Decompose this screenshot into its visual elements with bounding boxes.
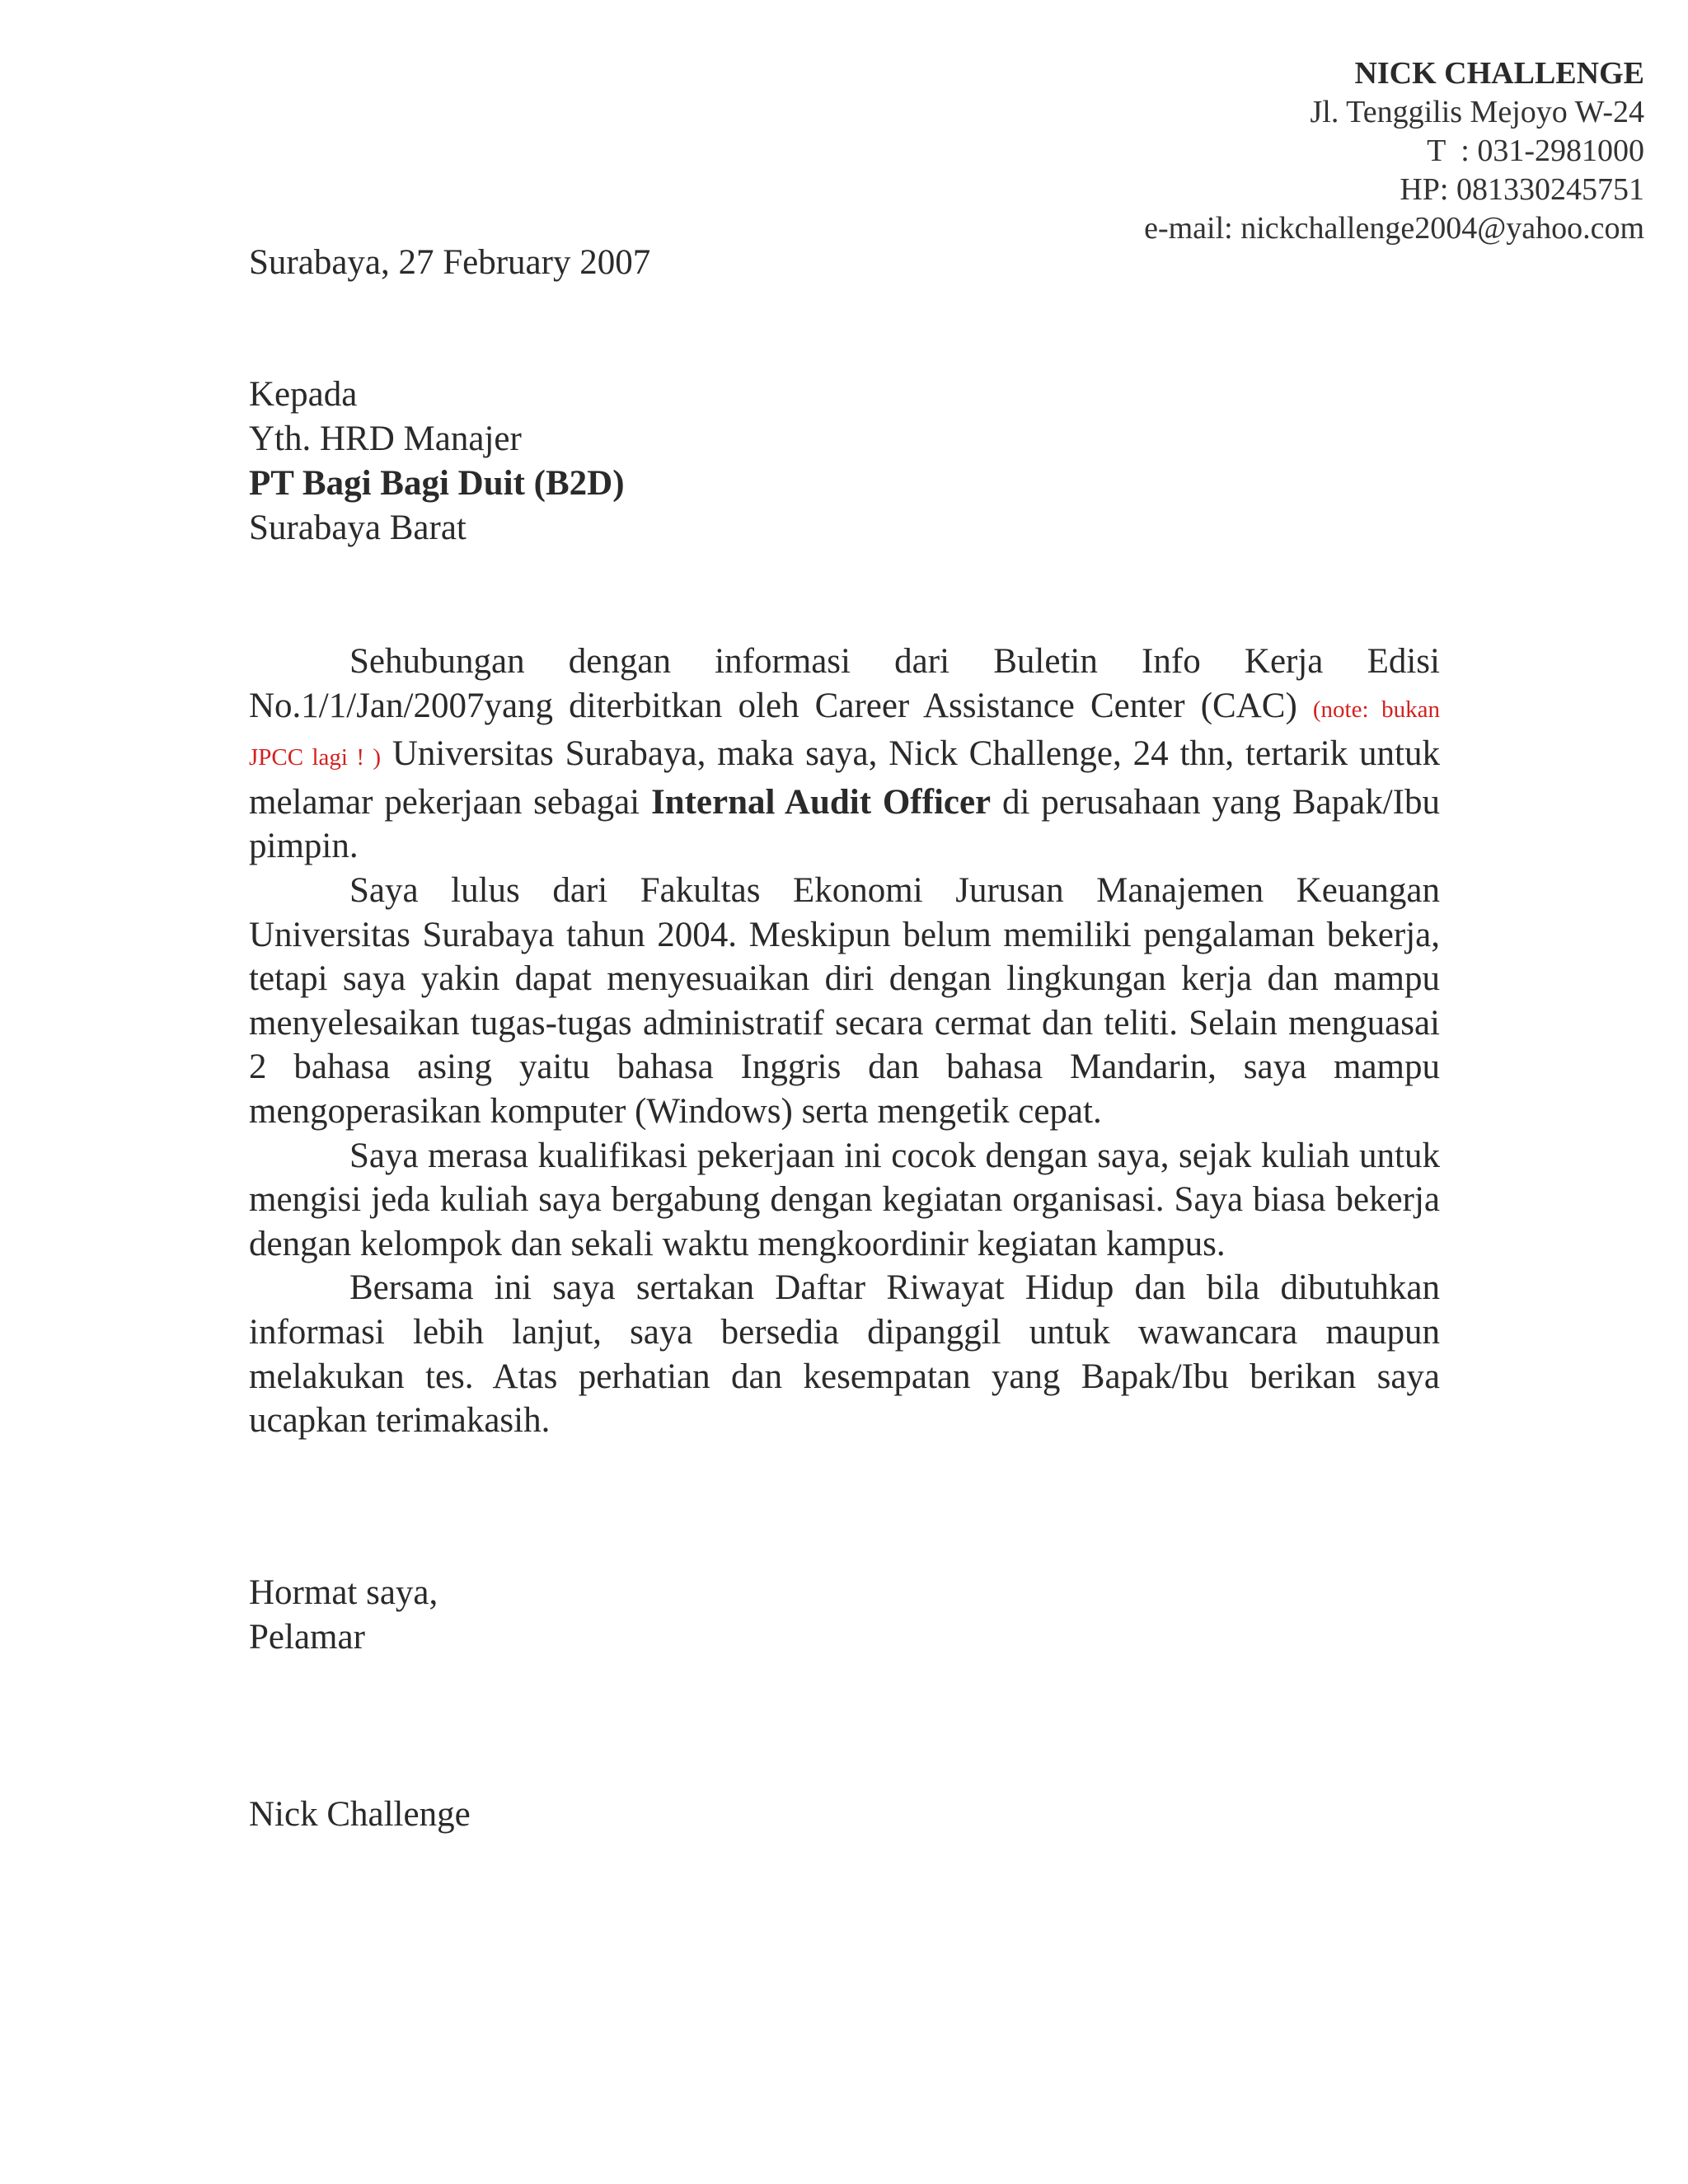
sender-block <box>1144 54 1644 248</box>
body-paragraph-1-middle: Universitas Surabaya, maka saya, Nick Challenge, 24 thn, tertarik untuk melamar pekerjaan sebagai <box>249 734 1440 822</box>
closing-regards: Hormat saya, <box>249 1573 438 1612</box>
body-paragraph-4: Bersama ini saya sertakan Daftar Riwayat Hidup dan bila dibutuhkan informasi lebih lanjut, saya bersedia dipanggil untuk wawancara maupun melakukan tes. Atas perhatian dan kesempatan yang Bapak/Ibu berikan saya ucapkan terimakasih. <box>249 1268 1440 1441</box>
closing-role: Pelamar <box>249 1618 365 1657</box>
sender-telephone-label: T <box>1427 134 1447 168</box>
sender-telephone <box>1144 132 1644 171</box>
body-paragraph-1 <box>249 640 1440 869</box>
recipient-salutation: Kepada <box>249 375 358 414</box>
recipient-block <box>249 373 625 551</box>
closing-block <box>249 1571 438 1660</box>
sender-hp: HP: 081330245751 <box>1400 172 1644 207</box>
sender-telephone-value: : 031-2981000 <box>1461 134 1644 168</box>
signature-name: Nick Challenge <box>249 1795 471 1834</box>
recipient-city: Surabaya Barat <box>249 509 467 547</box>
body-paragraph-2: Saya lulus dari Fakultas Ekonomi Jurusan Manajemen Keuangan Universitas Surabaya tahun 2004. Meskipun belum memiliki pengalaman bekerja, tetapi saya yakin dapat menyesuaikan diri dengan lingkungan kerja dan mampu menyelesaikan tugas-tugas administratif secara cermat dan teliti. Selain menguasai 2 bahasa asing yaitu bahasa Inggris dan bahasa Mandarin, saya mampu mengoperasikan komputer (Windows) serta mengetik cepat. <box>249 870 1440 1131</box>
red-note: (note: bukan JPCC lagi ! ) <box>249 696 1441 771</box>
applied-position: Internal Audit Officer <box>650 782 992 822</box>
recipient-position: Yth. HRD Manajer <box>249 419 522 458</box>
recipient-company: PT Bagi Bagi Duit (B2D) <box>249 464 625 503</box>
letter-date: Surabaya, 27 February 2007 <box>249 243 651 282</box>
letter-body <box>249 640 1440 1443</box>
sender-address: Jl. Tenggilis Mejoyo W-24 <box>1310 95 1644 129</box>
body-paragraph-1-end: di perusahaan yang Bapak/Ibu pimpin. <box>249 782 1440 866</box>
sender-name: NICK CHALLENGE <box>1354 56 1644 91</box>
body-paragraph-1-intro: Sehubungan dengan informasi dari Buletin Info Kerja Edisi No.1/1/Jan/2007yang diterbitkan oleh Career Assistance Center (CAC) <box>249 642 1440 725</box>
body-paragraph-3: Saya merasa kualifikasi pekerjaan ini cocok dengan saya, sejak kuliah untuk mengisi jeda kuliah saya bergabung dengan kegiatan organisasi. Saya biasa bekerja dengan kelompok dan sekali waktu mengkoordinir kegiatan kampus. <box>249 1136 1440 1263</box>
sender-email: e-mail: nickchallenge2004@yahoo.com <box>1144 211 1644 246</box>
